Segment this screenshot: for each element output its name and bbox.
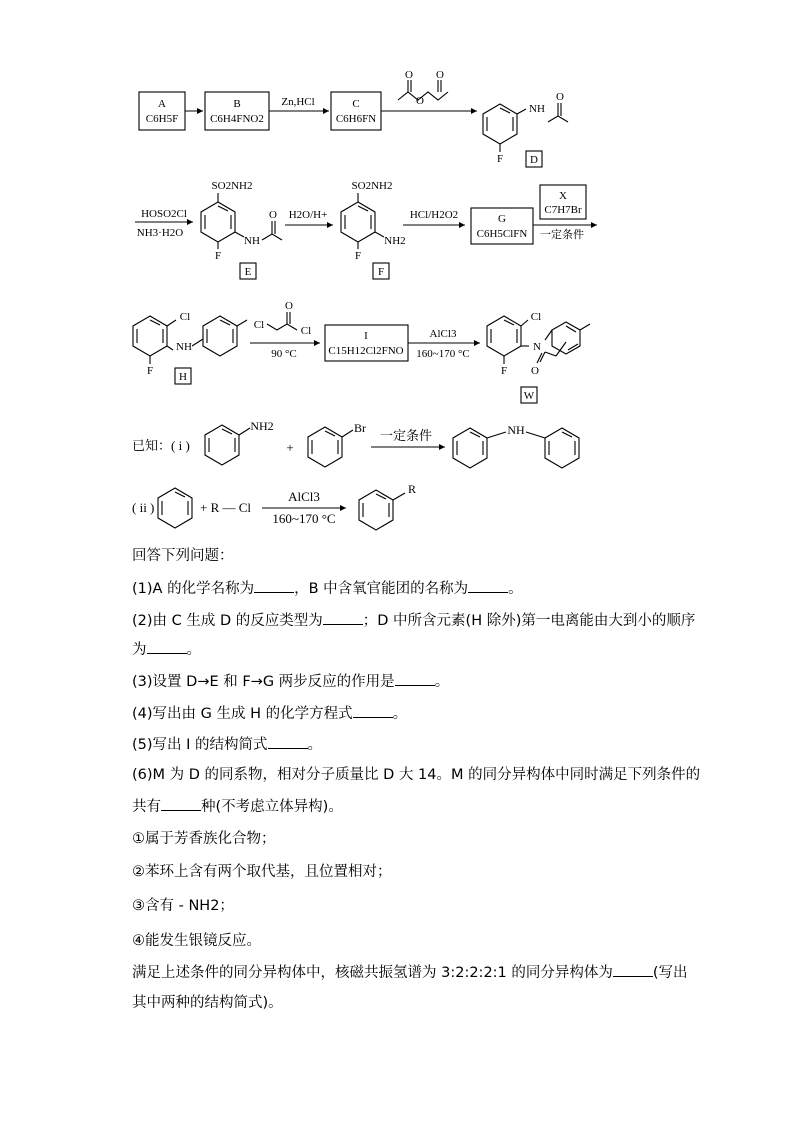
D-NH: NH — [529, 103, 545, 115]
B-label: B — [233, 98, 241, 110]
X-formula: C7H7Br — [544, 204, 582, 216]
I-formula: C15H12Cl2FNO — [328, 345, 404, 357]
synthesis-scheme — [0, 0, 794, 540]
F-label: F — [377, 266, 385, 278]
question-last — [132, 962, 688, 983]
W-label: W — [523, 390, 535, 402]
q6-text-b: 共有 — [132, 799, 161, 815]
reagent-HClH2O2: HCl/H2O2 — [409, 209, 459, 221]
q6-text-c: 种(不考虑立体异构)。 — [201, 799, 343, 815]
question-last-cont: 其中两种的结构简式)。 — [132, 995, 283, 1011]
W-Cl: Cl — [530, 311, 542, 323]
reagent-HOSO2Cl: HOSO2Cl — [141, 208, 187, 220]
question-4 — [132, 703, 407, 724]
reagent-NH3H2O: NH3·H2O — [136, 227, 184, 239]
W-N: N — [533, 341, 541, 353]
E-F: F — [214, 250, 222, 262]
question-1 — [132, 578, 523, 599]
question-2-cont — [132, 639, 201, 660]
C-label: C — [352, 98, 360, 110]
known-cond: 一定条件 — [379, 428, 433, 443]
question-6: (6)M 为 D 的同系物，相对分子质量比 D 大 14。M 的同分异构体中同时满足下列条件的 — [132, 767, 701, 783]
known-RCl: + R — Cl — [200, 500, 252, 515]
q4-text-b: 。 — [392, 706, 408, 722]
O2: O — [436, 69, 444, 81]
q1-text-c: 。 — [508, 581, 523, 597]
condition-4: ④能发生银镜反应。 — [132, 933, 261, 949]
O-anhydride: O — [416, 95, 424, 107]
last-text-a: 满足上述条件的同分异构体中，核磁共振氢谱为 3:2:2:2:1 的同分异构体为 — [132, 965, 613, 981]
q3-text-a: (3)设置 D→E 和 F→G 两步反应的作用是 — [132, 674, 395, 690]
W-O: O — [531, 365, 539, 377]
question-6-cont — [132, 796, 343, 817]
known-AlCl3: AlCl3 — [288, 489, 320, 504]
G-formula: C6H5ClFN — [476, 228, 528, 240]
q6-blank[interactable] — [161, 796, 201, 811]
q4-text-a: (4)写出由 G 生成 H 的化学方程式 — [132, 706, 353, 722]
known-temp: 160~170 °C — [272, 511, 336, 526]
known-i-prefix: 已知：( i ) — [132, 438, 190, 453]
q1-blank-1[interactable] — [254, 578, 294, 593]
question-3 — [132, 671, 449, 692]
question-5 — [132, 734, 322, 755]
q3-text-b: 。 — [434, 674, 450, 690]
F-NH2: NH2 — [384, 235, 406, 247]
temp-90: 90 °C — [271, 348, 297, 360]
A-formula: C6H5F — [145, 113, 179, 125]
q2-text-c: 为 — [132, 642, 147, 658]
q2-text-a: (2)由 C 生成 D 的反应类型为 — [132, 613, 323, 629]
B-formula: C6H4FNO2 — [210, 113, 264, 125]
H-label: H — [179, 371, 187, 383]
last-text-b: (写出 — [652, 965, 688, 981]
O1: O — [405, 69, 413, 81]
condition-1: ①属于芳香族化合物； — [132, 831, 276, 847]
known-NH2: NH2 — [250, 419, 274, 433]
C-formula: C6H6FN — [335, 113, 377, 125]
F-SO2NH2: SO2NH2 — [351, 180, 393, 192]
question-2 — [132, 610, 695, 631]
condition-3: ③含有 - NH2； — [132, 898, 234, 914]
D-O: O — [556, 91, 564, 103]
reagent-Cl1: Cl — [253, 319, 265, 331]
last-blank[interactable] — [613, 962, 653, 977]
I-label: I — [364, 330, 368, 342]
AlCl3-1: AlCl3 — [429, 328, 457, 340]
X-label: X — [559, 190, 567, 202]
E-NH: NH — [244, 235, 260, 247]
q4-blank[interactable] — [353, 703, 393, 718]
q1-text-b: ，B 中含氧官能团的名称为 — [294, 581, 469, 597]
known-NH: NH — [507, 423, 525, 437]
D-F: F — [496, 153, 504, 165]
H-F: F — [146, 365, 154, 377]
q5-text-b: 。 — [307, 737, 323, 753]
known-R: R — [407, 482, 417, 496]
known-plus: + — [286, 440, 294, 455]
A-label: A — [158, 98, 166, 110]
q2-text-d: 。 — [186, 642, 201, 658]
W-F: F — [500, 365, 508, 377]
D-label: D — [530, 154, 538, 166]
H-Cl: Cl — [179, 311, 191, 323]
q1-blank-2[interactable] — [468, 578, 508, 593]
F-F: F — [354, 250, 362, 262]
arrow-BC-reagent: Zn,HCl — [281, 96, 315, 108]
q2-blank-2[interactable] — [147, 639, 187, 654]
reagent-O: O — [285, 300, 293, 312]
reagent-Cl2: Cl — [300, 325, 312, 337]
H-NH: NH — [176, 341, 192, 353]
reagent-H2OH: H2O/H+ — [288, 209, 328, 221]
q2-text-b: ；D 中所含元素(H 除外)第一电离能由大到小的顺序 — [362, 613, 696, 629]
temp-160: 160~170 °C — [416, 348, 470, 360]
E-label: E — [244, 266, 252, 278]
G-label: G — [498, 213, 506, 225]
questions-intro: 回答下列问题： — [132, 548, 234, 564]
q3-blank[interactable] — [395, 671, 435, 686]
cond-G-H: 一定条件 — [540, 229, 584, 241]
q1-text-a: (1)A 的化学名称为 — [132, 581, 255, 597]
known-Br: Br — [354, 421, 366, 435]
E-SO2NH2: SO2NH2 — [211, 180, 253, 192]
q2-blank-1[interactable] — [323, 610, 363, 625]
E-O: O — [269, 209, 277, 221]
known-ii: ( ii ) — [132, 500, 155, 515]
condition-2: ②苯环上含有两个取代基，且位置相对； — [132, 864, 392, 880]
q5-text-a: (5)写出 I 的结构简式 — [132, 737, 268, 753]
q5-blank[interactable] — [268, 734, 308, 749]
